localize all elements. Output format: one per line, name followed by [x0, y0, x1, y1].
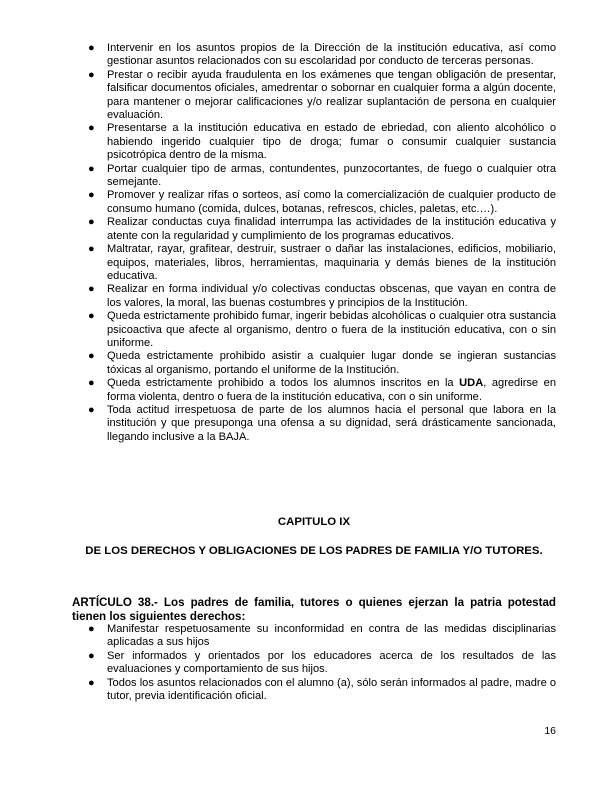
list-item: ● Prestar o recibir ayuda fraudulenta en los exámenes que tengan obligación de presentar, falsificar documentos oficiales, amedrentar o sobornar en cualquier forma a algún docente, para mantener o mejorar calificaciones y/o realizar suplantación de persona en cualquier evaluación.	[88, 68, 556, 122]
bullet-icon: ●	[88, 42, 95, 54]
list-item: ● Todos los asuntos relacionados con el alumno (a), sólo serán informados al padre, madre o tutor, previa identificación oficial.	[88, 676, 556, 703]
article-heading: ARTÍCULO 38.- Los padres de familia, tutores o quienes ejerzan la patria potestad tienen los siguientes derechos:	[72, 596, 556, 623]
rules-list	[88, 42, 556, 444]
bullet-icon: ●	[88, 676, 95, 689]
bullet-icon: ●	[88, 310, 95, 323]
bullet-icon: ●	[88, 68, 95, 81]
list-item: ● Intervenir en los asuntos propios de la Dirección de la institución educativa, así como gestionar asuntos relacionados con su escolaridad por conducto de terceras personas.	[88, 42, 556, 68]
bullet-icon: ●	[88, 189, 95, 202]
list-item: ● Maltratar, rayar, grafitear, destruir, sustraer o dañar las instalaciones, edificios, mobiliario, equipos, materiales, libros, herramientas, maquinaria y demás bienes de la institución educativa.	[88, 243, 556, 282]
chapter-title: CAPITULO IX	[277, 516, 351, 528]
list-item: ● Portar cualquier tipo de armas, contundentes, punzocortantes, de fuego o cualquier otra semejante.	[88, 162, 556, 189]
bullet-icon: ●	[88, 649, 95, 662]
bullet-icon: ●	[88, 162, 95, 175]
list-item: ● Promover y realizar rifas o sorteos, así como la comercialización de cualquier producto de consumo humano (comida, dulces, botanas, refrescos, chicles, paletas, etc.…).	[88, 189, 556, 215]
bullet-icon: ●	[88, 377, 95, 390]
uda-acronym: UDA	[459, 377, 484, 390]
list-item-uda: ● Queda estrictamente prohibido a todos los alumnos inscritos en la UDA, agredirse en forma violenta, dentro o fuera de la institución educativa, con o sin uniforme.	[88, 377, 556, 403]
bullet-icon: ●	[88, 122, 95, 135]
list-item: ● Ser informados y orientados por los educadores acerca de los resultados de las evaluaciones y comportamiento de sus hijos.	[88, 649, 556, 676]
bullet-icon: ●	[88, 216, 95, 229]
bullet-icon: ●	[88, 283, 95, 296]
list-item: ● Realizar conductas cuya finalidad interrumpa las actividades de la institución educativa y atente con la regularidad y cumplimiento de los programas educativos.	[88, 216, 556, 242]
rights-list	[88, 623, 556, 703]
list-item: ● Queda estrictamente prohibido asistir a cualquier lugar donde se ingieran sustancias tóxicas al organismo, portando el uniforme de la Institución.	[88, 350, 556, 376]
page-number: 16	[544, 725, 556, 737]
list-item: ● Manifestar respetuosamente su inconformidad en contra de las medidas disciplinarias aplicadas a sus hijos	[88, 623, 556, 649]
bullet-icon: ●	[88, 623, 95, 635]
list-item: ● Toda actitud irrespetuosa de parte de los alumnos hacia el personal que labora en la institución y que presuponga una ofensa a su dignidad, será drásticamente sancionada, llegando inclusive a la BAJA.	[88, 403, 556, 443]
chapter-subtitle: DE LOS DERECHOS Y OBLIGACIONES DE LOS PADRES DE FAMILIA Y/O TUTORES.	[85, 545, 543, 557]
bullet-icon: ●	[88, 403, 95, 416]
list-item: ● Realizar en forma individual y/o colectivas conductas obscenas, que vayan en contra de los valores, la moral, las buenas costumbres y principios de la Institución.	[88, 283, 556, 309]
list-item: ● Presentarse a la institución educativa en estado de ebriedad, con aliento alcohólico o habiendo ingerido cualquier tipo de droga; fumar o consumir cualquier sustancia psicotrópica dentro de la misma.	[88, 122, 556, 162]
list-item: ● Queda estrictamente prohibido fumar, ingerir bebidas alcohólicas o cualquier otra sustancia psicoactiva que afecte al organismo, dentro o fuera de la institución educativa, con o sin uniforme.	[88, 310, 556, 349]
bullet-icon: ●	[88, 243, 95, 256]
bullet-icon: ●	[88, 350, 95, 363]
